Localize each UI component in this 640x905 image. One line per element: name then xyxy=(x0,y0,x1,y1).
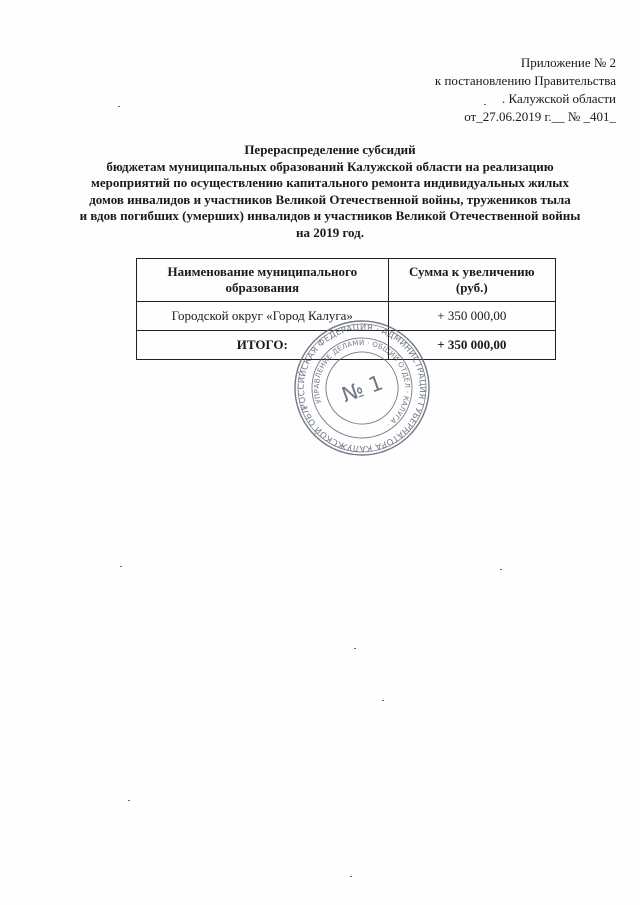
header-amount-line-1: Сумма к увеличению xyxy=(408,264,535,279)
scan-speck xyxy=(484,104,486,105)
title-line-6: на 2019 год. xyxy=(295,224,365,240)
total-label-cell: ИТОГО: xyxy=(137,331,389,360)
table-header-row xyxy=(137,259,556,302)
annex-line-4: от_27.06.2019 г.__ № _401_ xyxy=(464,109,616,124)
scan-speck xyxy=(120,566,122,567)
annex-header xyxy=(435,54,616,126)
document-title xyxy=(60,142,600,241)
header-municipality-line-1: Наименование муниципального xyxy=(167,264,358,279)
scan-speck xyxy=(382,700,384,701)
scan-speck xyxy=(350,876,352,877)
annex-line-2: к постановлению Правительства xyxy=(434,73,616,88)
title-line-2: бюджетам муниципальных образований Калужской области на реализацию xyxy=(106,158,554,174)
amount-cell: + 350 000,00 xyxy=(388,302,555,331)
official-seal-stamp xyxy=(292,318,432,458)
title-line-3: мероприятий по осуществлению капитального ремонта индивидуальных жилых xyxy=(91,175,569,190)
header-amount xyxy=(388,259,555,302)
scan-speck xyxy=(354,648,356,649)
seal-number: № 1 xyxy=(338,370,387,408)
seal-outer-text: РОССИЙСКАЯ ФЕДЕРАЦИЯ · АДМИНИСТРАЦИЯ ГУБЕРНАТОРА КАЛУЖСКОЙ ОБЛАСТИ xyxy=(295,321,429,455)
scan-speck xyxy=(500,569,502,570)
header-municipality-line-2: образования xyxy=(225,280,300,295)
scan-speck xyxy=(128,800,130,801)
municipality-name-cell: Городской округ «Город Калуга» xyxy=(137,302,389,331)
header-amount-line-2: (руб.) xyxy=(455,280,488,295)
title-line-5: и вдов погибших (умерших) инвалидов и участников Великой Отечественной войны xyxy=(79,208,581,223)
seal-inner-text: УПРАВЛЕНИЕ ДЕЛАМИ · ОБЩИЙ ОТДЕЛ · КАЛУГА · xyxy=(312,338,412,429)
annex-line-1: Приложение № 2 xyxy=(520,55,616,70)
title-line-1: Перераспределение субсидий xyxy=(244,142,416,157)
annex-line-3: . Калужской области xyxy=(501,91,616,106)
scan-speck xyxy=(118,106,120,107)
header-municipality xyxy=(137,259,389,302)
total-amount-cell: + 350 000,00 xyxy=(388,331,555,360)
title-line-4: домов инвалидов и участников Великой Отечественной войны, тружеников тыла xyxy=(89,191,571,207)
